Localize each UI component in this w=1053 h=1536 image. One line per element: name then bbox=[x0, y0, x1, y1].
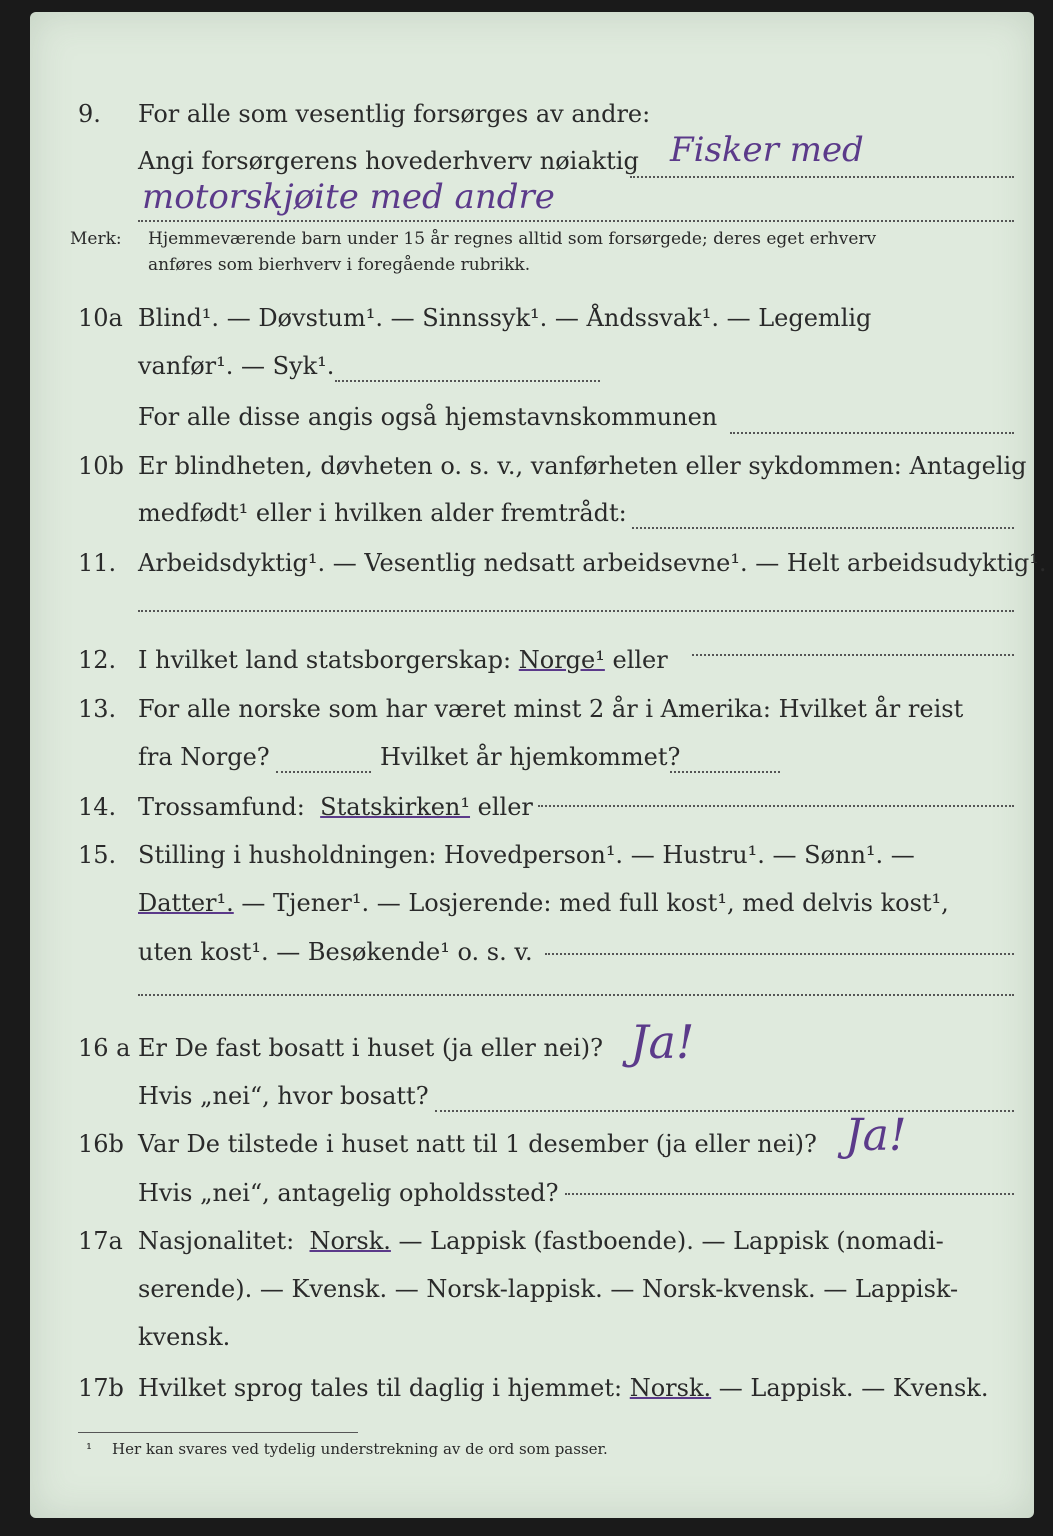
underlined-answer: Statskirken¹ bbox=[320, 793, 471, 821]
question-text: vanfør¹. — Syk¹. bbox=[138, 352, 335, 380]
question-number: 13. bbox=[78, 695, 117, 723]
answer-line bbox=[692, 654, 1014, 656]
question-text: Er De fast bosatt i huset (ja eller nei)? bbox=[138, 1034, 604, 1062]
answer-line bbox=[632, 527, 1014, 529]
underlined-answer: Datter¹. bbox=[138, 889, 234, 917]
answer-line bbox=[730, 432, 1014, 434]
handwritten-answer: motorskjøite med andre bbox=[142, 177, 555, 217]
question-text: serende). — Kvensk. — Norsk-lappisk. — Norsk-kvensk. — Lappisk- bbox=[138, 1275, 959, 1303]
question-text: I hvilket land statsborgerskap: Norge¹ eller bbox=[138, 646, 668, 674]
question-text: Datter¹. — Tjener¹. — Losjerende: med full kost¹, med delvis kost¹, bbox=[138, 889, 949, 917]
handwritten-answer: Fisker med bbox=[670, 130, 864, 170]
question-text: Hvilket sprog tales til daglig i hjemmet: Norsk. — Lappisk. — Kvensk. bbox=[138, 1374, 989, 1402]
footnote-divider bbox=[78, 1432, 358, 1433]
question-text: Angi forsørgerens hovederhverv nøiaktig bbox=[138, 147, 639, 175]
underlined-answer: Norsk. bbox=[309, 1227, 391, 1255]
census-form-page bbox=[30, 12, 1047, 1518]
answer-line bbox=[138, 220, 1014, 222]
question-number: 16b bbox=[78, 1130, 124, 1158]
footnote-mark: ¹ bbox=[86, 1440, 93, 1458]
answer-line bbox=[138, 994, 1014, 996]
question-text: Arbeidsdyktig¹. — Vesentlig nedsatt arbeidsevne¹. — Helt arbeidsudyktig¹. bbox=[138, 549, 1047, 577]
question-number: 12. bbox=[78, 646, 117, 674]
answer-line bbox=[630, 176, 1014, 178]
question-text: uten kost¹. — Besøkende¹ o. s. v. bbox=[138, 938, 533, 966]
handwritten-answer: Ja! bbox=[630, 1015, 695, 1069]
question-text: For alle norske som har været minst 2 år i Amerika: Hvilket år reist bbox=[138, 695, 964, 723]
answer-line bbox=[335, 380, 600, 382]
footnote-text: Her kan svares ved tydelig understrekning av de ord som passer. bbox=[112, 1440, 608, 1458]
question-number: 11. bbox=[78, 549, 117, 577]
underlined-answer: Norge¹ bbox=[518, 646, 605, 674]
question-text: kvensk. bbox=[138, 1323, 231, 1351]
answer-line bbox=[565, 1193, 1014, 1195]
question-text: Hvis „nei“, hvor bosatt? bbox=[138, 1082, 429, 1110]
question-text: Hvis „nei“, antagelig opholdssted? bbox=[138, 1179, 559, 1207]
question-text: For alle disse angis også hjemstavnskommunen bbox=[138, 403, 718, 431]
question-number: 15. bbox=[78, 841, 117, 869]
question-text: Nasjonalitet: Norsk. — Lappisk (fastboende). — Lappisk (nomadi- bbox=[138, 1227, 944, 1255]
question-number: 10b bbox=[78, 452, 124, 480]
answer-line bbox=[670, 771, 780, 773]
answer-line bbox=[138, 610, 1014, 612]
answer-line bbox=[545, 953, 1014, 955]
answer-line bbox=[276, 771, 371, 773]
question-text: Blind¹. — Døvstum¹. — Sinnssyk¹. — Åndssvak¹. — Legemlig bbox=[138, 304, 872, 332]
question-number: 14. bbox=[78, 793, 117, 821]
underlined-answer: Norsk. bbox=[629, 1374, 712, 1402]
question-text: Stilling i husholdningen: Hovedperson¹. — Hustru¹. — Sønn¹. — bbox=[138, 841, 915, 869]
answer-line bbox=[435, 1110, 1014, 1112]
question-number: 16 a bbox=[78, 1034, 131, 1062]
question-text: For alle som vesentlig forsørges av andre: bbox=[138, 100, 651, 128]
note-text: anføres som bierhverv i foregående rubrikk. bbox=[148, 255, 531, 275]
answer-line bbox=[538, 805, 1014, 807]
question-text: medfødt¹ eller i hvilken alder fremtrådt: bbox=[138, 499, 627, 527]
question-number: 10a bbox=[78, 304, 123, 332]
question-text: Er blindheten, døvheten o. s. v., vanførheten eller sykdommen: Antagelig bbox=[138, 452, 1027, 480]
question-number: 17b bbox=[78, 1374, 124, 1402]
question-text: Var De tilstede i huset natt til 1 desember (ja eller nei)? bbox=[138, 1130, 817, 1158]
question-text: Trossamfund: Statskirken¹ eller bbox=[138, 793, 533, 821]
note-label: Merk: bbox=[70, 229, 122, 249]
question-text: Hvilket år hjemkommet? bbox=[380, 743, 681, 771]
handwritten-answer: Ja! bbox=[845, 1110, 907, 1161]
question-text: fra Norge? bbox=[138, 743, 270, 771]
question-number: 17a bbox=[78, 1227, 123, 1255]
question-number: 9. bbox=[78, 100, 101, 128]
note-text: Hjemmeværende barn under 15 år regnes alltid som forsørgede; deres eget erhverv bbox=[148, 229, 877, 249]
